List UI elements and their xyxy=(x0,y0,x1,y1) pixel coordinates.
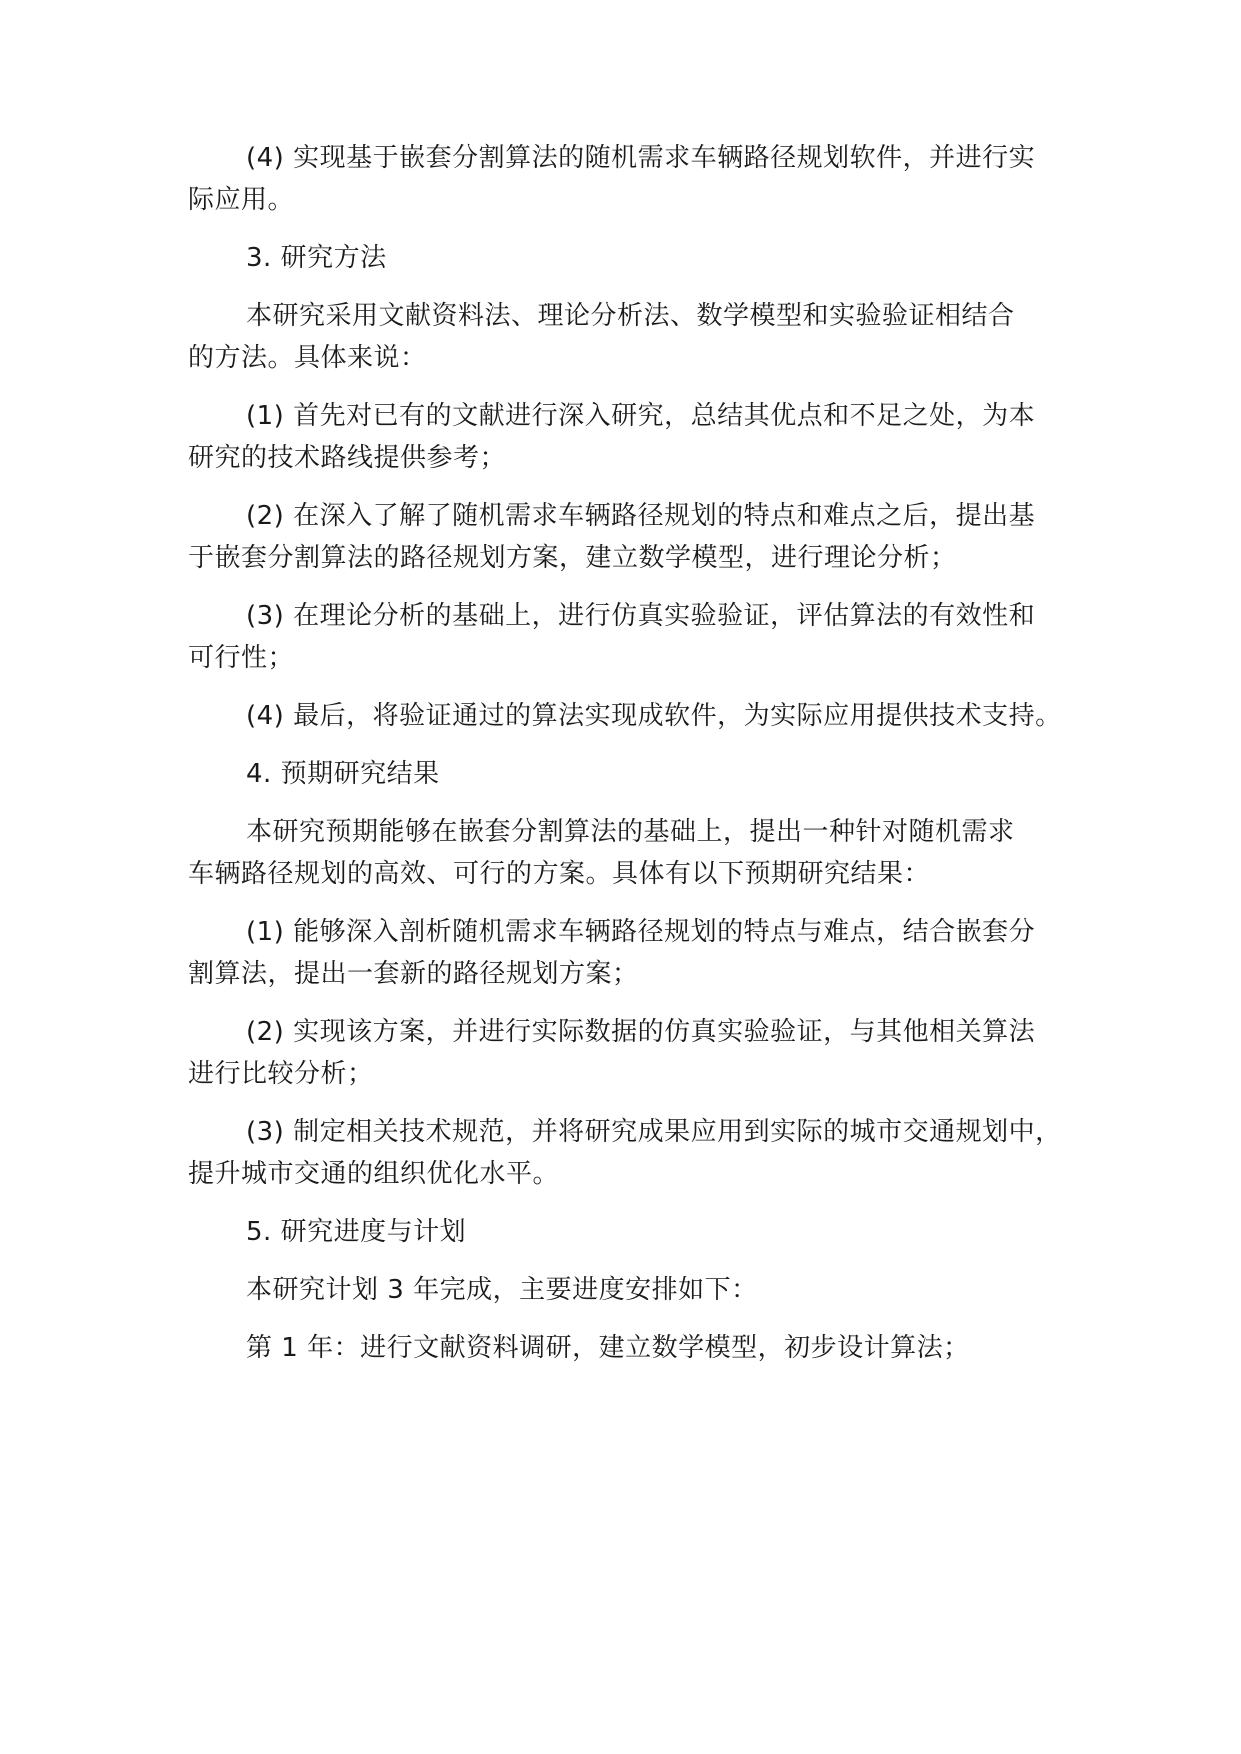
text-line: 本研究计划 3 年完成，主要进度安排如下： xyxy=(246,1275,758,1305)
text-line: 本研究预期能够在嵌套分割算法的基础上，提出一种针对随机需求 xyxy=(246,817,1015,847)
text-line: (4) 实现基于嵌套分割算法的随机需求车辆路径规划软件，并进行实 xyxy=(246,143,1036,173)
section-heading: 4. 预期研究结果 xyxy=(246,759,440,789)
text-line: 第 1 年：进行文献资料调研，建立数学模型，初步设计算法； xyxy=(246,1333,970,1363)
text-line: (3) 在理论分析的基础上，进行仿真实验验证，评估算法的有效性和 xyxy=(246,601,1036,631)
text-line: (4) 最后，将验证通过的算法实现成软件，为实际应用提供技术支持。 xyxy=(246,701,1062,731)
text-line: 车辆路径规划的高效、可行的方案。具体有以下预期研究结果： xyxy=(188,859,931,889)
text-line: 提升城市交通的组织优化水平。 xyxy=(188,1159,560,1189)
text-line: 的方法。具体来说： xyxy=(188,343,427,373)
text-line: 本研究采用文献资料法、理论分析法、数学模型和实验验证相结合 xyxy=(246,301,1015,331)
text-line: 可行性； xyxy=(188,643,295,673)
section-heading: 5. 研究进度与计划 xyxy=(246,1217,467,1247)
text-line: (3) 制定相关技术规范，并将研究成果应用到实际的城市交通规划中， xyxy=(246,1117,1062,1147)
section-heading: 3. 研究方法 xyxy=(246,243,387,273)
text-line: 于嵌套分割算法的路径规划方案，建立数学模型，进行理论分析； xyxy=(188,543,957,573)
text-line: (1) 能够深入剖析随机需求车辆路径规划的特点与难点，结合嵌套分 xyxy=(246,917,1036,947)
text-line: (2) 实现该方案，并进行实际数据的仿真实验验证，与其他相关算法 xyxy=(246,1017,1036,1047)
text-line: 际应用。 xyxy=(188,185,295,215)
text-line: (2) 在深入了解了随机需求车辆路径规划的特点和难点之后，提出基 xyxy=(246,501,1036,531)
text-line: 研究的技术路线提供参考； xyxy=(188,443,507,473)
text-line: 割算法，提出一套新的路径规划方案； xyxy=(188,959,639,989)
text-line: (1) 首先对已有的文献进行深入研究，总结其优点和不足之处，为本 xyxy=(246,401,1036,431)
text-line: 进行比较分析； xyxy=(188,1059,374,1089)
